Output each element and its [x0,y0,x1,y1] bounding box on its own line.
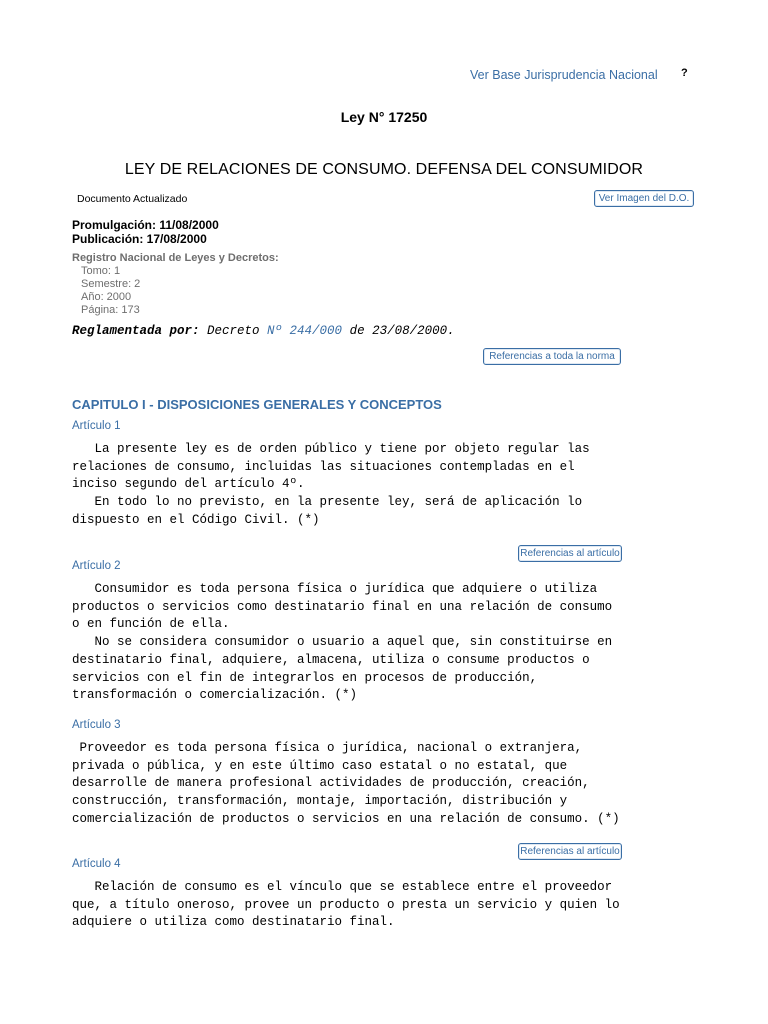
registry-info [72,252,279,317]
article-label: Artículo 3 [72,719,121,731]
registry-pagina: Página: 173 [81,304,140,316]
registry-semestre: Semestre: 2 [81,278,141,290]
article-label: Artículo 4 [72,858,121,870]
law-number: Ley N° 17250 [340,109,428,125]
article-body: Relación de consumo es el vínculo que se establece entre el proveedor que, a título oneroso, provee un producto o presta un servicio y quien lo adquiere o utiliza como destinatario final. [72,880,620,930]
article-body: Proveedor es toda persona física o jurídica, nacional o extranjera, privada o pública, y en este último caso estatal o no estatal, que desarrolle de manera profesional actividades de producción, creación, construcción, transformación, montaje, importación, distribución y comercialización de productos o servicios en una relación de consumo. (*) [72,741,620,826]
decree-link[interactable]: Nº 244/000 [267,324,343,338]
regulated-by [72,324,455,338]
law-title: LEY DE RELACIONES DE CONSUMO. DEFENSA DEL CONSUMIDOR [124,161,644,178]
article-references-button[interactable]: Referencias al artículo [518,545,622,562]
registry-heading: Registro Nacional de Leyes y Decretos: [72,252,279,264]
article-references-button[interactable]: Referencias al artículo [518,843,622,860]
document-status: Documento Actualizado [77,193,188,205]
regulated-by-label: Reglamentada por: [72,324,200,338]
article-body: La presente ley es de orden público y tiene por objeto regular las relaciones de consumo, incluidas las situaciones contempladas en el inciso segundo del artículo 4º. En todo lo no previsto, en la presente ley, será de aplicación lo dispuesto en el Código Civil. (*) [72,442,590,527]
article-label: Artículo 1 [72,420,121,432]
publication-date: Publicación: 17/08/2000 [72,232,207,246]
registry-tomo: Tomo: 1 [81,265,121,277]
registry-anio: Año: 2000 [81,291,132,303]
help-link[interactable]: ? [681,67,688,79]
law-dates [72,218,219,246]
promulgation-date: Promulgación: 11/08/2000 [72,218,219,232]
view-image-button[interactable]: Ver Imagen del D.O. [594,190,694,207]
norm-references-button[interactable]: Referencias a toda la norma [483,348,621,365]
article-body: Consumidor es toda persona física o jurídica que adquiere o utiliza productos o servicios como destinatario final en una relación de consumo o en función de ella. No se considera consumidor o usuario a aquel que, sin constituirse en destinatario final, adquiere, almacena, utiliza o consume productos o servicios con el fin de integrarlos en procesos de producción, transformación o comercialización. (*) [72,582,613,703]
jurisprudencia-link[interactable]: Ver Base Jurisprudencia Nacional [470,68,658,82]
regulated-by-prefix: Decreto [199,324,268,338]
regulated-by-suffix: de 23/08/2000. [342,324,455,338]
chapter-title: CAPITULO I - DISPOSICIONES GENERALES Y CONCEPTOS [72,397,442,412]
article-label: Artículo 2 [72,560,121,572]
